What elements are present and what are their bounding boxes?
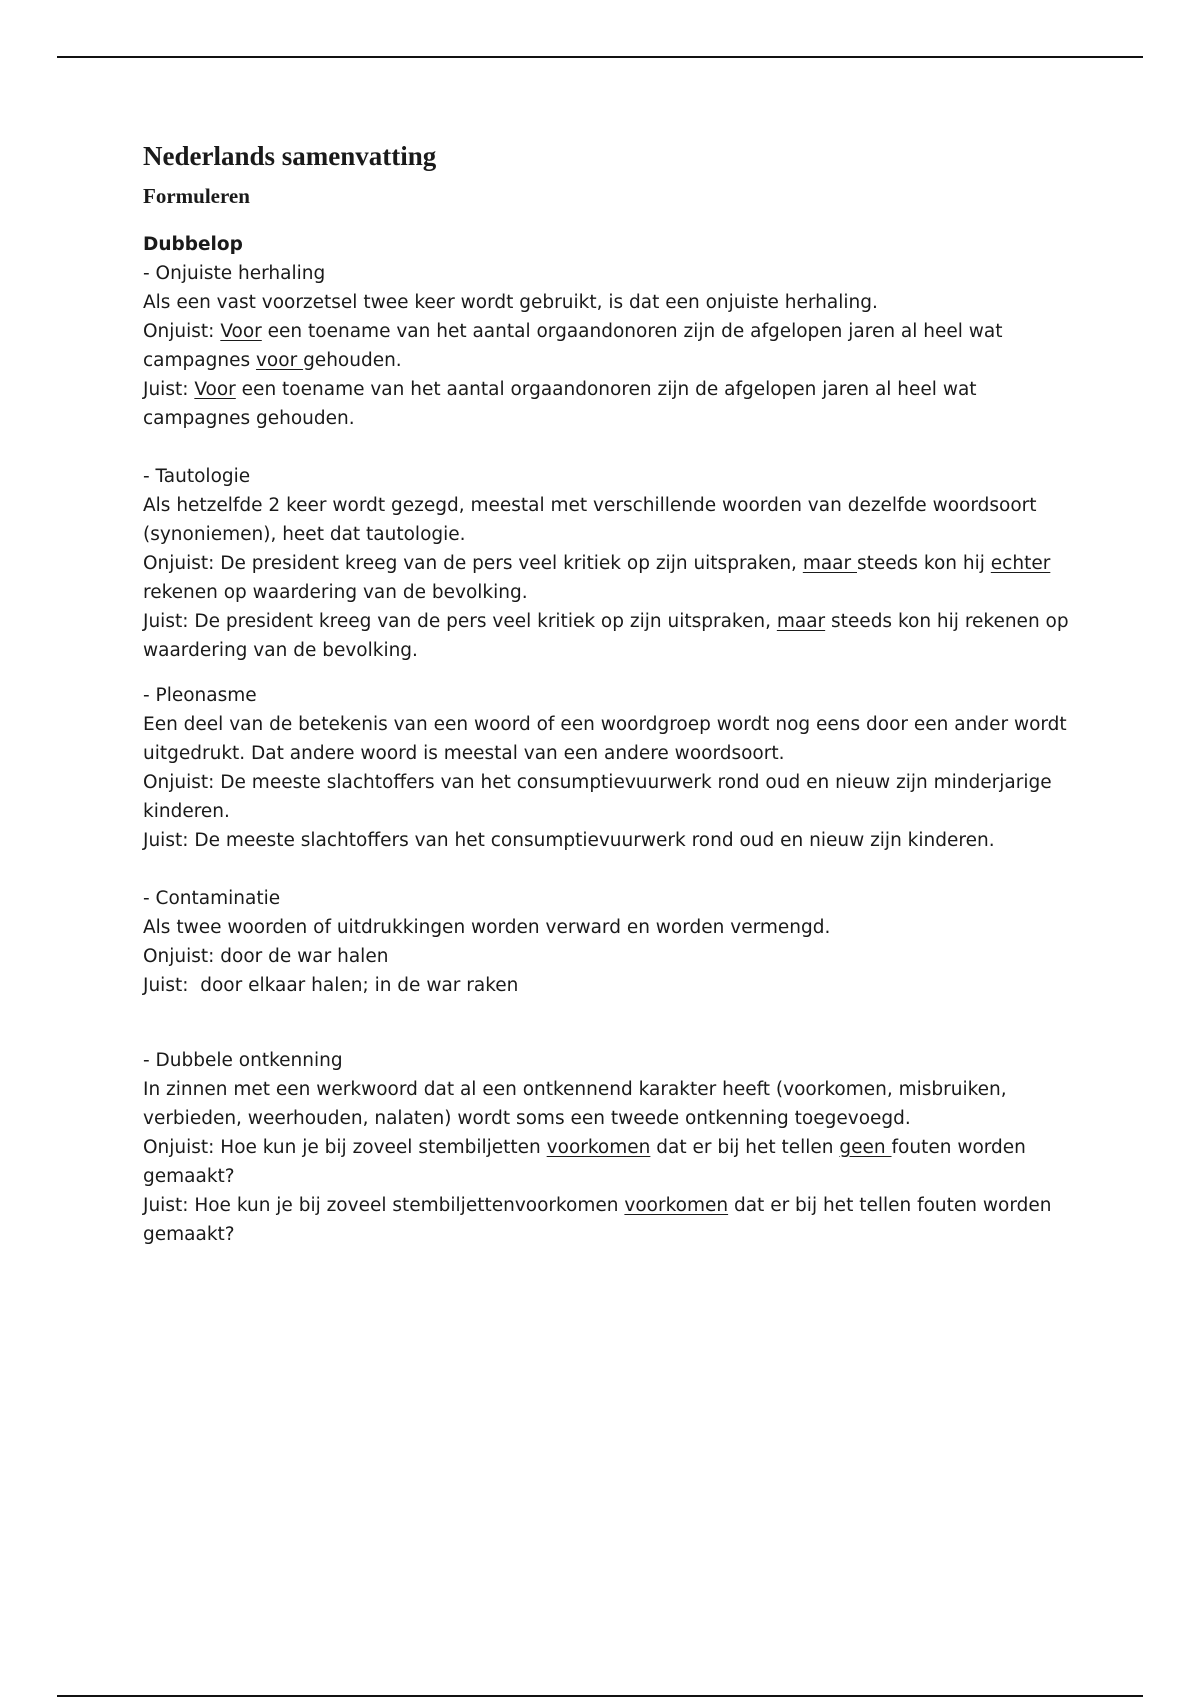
example-prefix: Juist: Hoe kun je bij zoveel stembiljettenvoorkomen bbox=[143, 1194, 625, 1216]
topic-definition: Een deel van de betekenis van een woord of een woordgroep wordt nog eens door een ander wordt uitgedrukt. Dat andere woord is meestal van een andere woordsoort. bbox=[143, 713, 1067, 764]
example-right: Juist: De meeste slachtoffers van het consumptievuurwerk rond oud en nieuw zijn kinderen. bbox=[143, 829, 995, 851]
underlined-word: Voor bbox=[194, 378, 236, 400]
example-text: een toename van het aantal orgaandonoren zijn de afgelopen jaren al heel wat campagnes bbox=[143, 320, 1003, 371]
topic-heading: - Onjuiste herhaling bbox=[143, 262, 326, 284]
underlined-word: Voor bbox=[220, 320, 262, 342]
example-prefix: Onjuist: Hoe kun je bij zoveel stembiljetten bbox=[143, 1136, 547, 1158]
topic-definition: In zinnen met een werkwoord dat al een ontkennend karakter heeft (voorkomen, misbruiken, verbieden, weerhouden, nalaten) wordt soms een tweede ontkenning toegevoegd. bbox=[143, 1078, 1007, 1129]
document-page bbox=[143, 140, 1073, 1249]
example-text: dat er bij het tellen bbox=[650, 1136, 840, 1158]
section-heading: Dubbelop bbox=[143, 233, 243, 255]
example-prefix: Onjuist: bbox=[143, 320, 221, 342]
example-wrong bbox=[143, 549, 1073, 607]
example-text: steeds kon hij bbox=[857, 552, 991, 574]
topic-heading: - Pleonasme bbox=[143, 684, 257, 706]
example-right bbox=[143, 375, 1073, 433]
example-text: gehouden. bbox=[303, 349, 402, 371]
example-right bbox=[143, 607, 1073, 665]
topic-dubbele-ontkenning bbox=[143, 1046, 1073, 1249]
example-text: steeds kon hij rekenen op waardering van de bevolking. bbox=[143, 610, 1069, 661]
example-wrong: Onjuist: door de war halen bbox=[143, 945, 389, 967]
topic-definition: Als hetzelfde 2 keer wordt gezegd, meestal met verschillende woorden van dezelfde woordsoort (synoniemen), heet dat tautologie. bbox=[143, 494, 1037, 545]
document-subtitle: Formuleren bbox=[143, 184, 250, 209]
example-text: rekenen op waardering van de bevolking. bbox=[143, 581, 528, 603]
topic-onjuiste-herhaling bbox=[143, 259, 1073, 433]
example-wrong bbox=[143, 317, 1073, 375]
topic-pleonasme bbox=[143, 681, 1073, 855]
underlined-word: maar bbox=[776, 610, 826, 632]
topic-contaminatie bbox=[143, 884, 1073, 1000]
underlined-word: maar bbox=[802, 552, 857, 574]
underlined-word: voor bbox=[255, 349, 304, 371]
footer-rule bbox=[57, 1695, 1143, 1697]
example-prefix: Juist: bbox=[143, 378, 195, 400]
example-prefix: Onjuist: De president kreeg van de pers veel kritiek op zijn uitspraken, bbox=[143, 552, 803, 574]
document-title: Nederlands samenvatting bbox=[143, 141, 437, 171]
example-right bbox=[143, 1191, 1073, 1249]
underlined-word: geen bbox=[839, 1136, 892, 1158]
underlined-word: voorkomen bbox=[624, 1194, 729, 1216]
example-wrong: Onjuist: De meeste slachtoffers van het consumptievuurwerk rond oud en nieuw zijn minderjarige kinderen. bbox=[143, 771, 1052, 822]
underlined-word: voorkomen bbox=[546, 1136, 651, 1158]
header-rule bbox=[57, 56, 1143, 58]
example-text: fouten worden gemaakt? bbox=[143, 1136, 1026, 1187]
underlined-word: echter bbox=[990, 552, 1051, 574]
example-right: Juist: door elkaar halen; in de war raken bbox=[143, 974, 519, 996]
example-prefix: Juist: De president kreeg van de pers veel kritiek op zijn uitspraken, bbox=[143, 610, 777, 632]
example-text: dat er bij het tellen fouten worden gemaakt? bbox=[143, 1194, 1052, 1245]
example-text: een toename van het aantal orgaandonoren zijn de afgelopen jaren al heel wat campagnes gehouden. bbox=[143, 378, 977, 429]
topic-definition: Als twee woorden of uitdrukkingen worden verward en worden vermengd. bbox=[143, 916, 831, 938]
topic-heading: - Tautologie bbox=[143, 465, 251, 487]
topic-tautologie bbox=[143, 462, 1073, 665]
topic-heading: - Dubbele ontkenning bbox=[143, 1049, 343, 1071]
topic-definition: Als een vast voorzetsel twee keer wordt gebruikt, is dat een onjuiste herhaling. bbox=[143, 291, 878, 313]
topic-heading: - Contaminatie bbox=[143, 887, 281, 909]
example-wrong bbox=[143, 1133, 1073, 1191]
